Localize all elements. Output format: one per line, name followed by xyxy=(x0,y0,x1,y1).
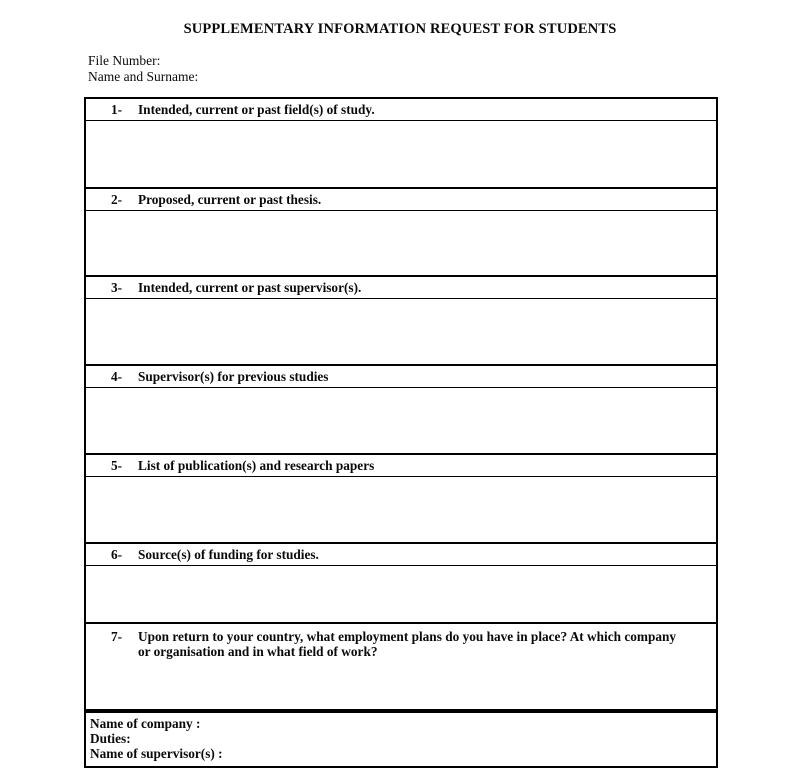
question-block-5 xyxy=(86,455,716,544)
question-number-4: 4- xyxy=(111,369,123,384)
question-text-5: List of publication(s) and research papers xyxy=(138,458,375,473)
question-number-6: 6- xyxy=(111,547,123,562)
question-block-4 xyxy=(86,366,716,455)
field-duties: Duties: xyxy=(90,731,131,747)
question-block-2 xyxy=(86,189,716,277)
page-title: SUPPLEMENTARY INFORMATION REQUEST FOR STUDENTS xyxy=(183,21,617,37)
field-name-of-supervisors: Name of supervisor(s) : xyxy=(90,746,223,762)
answer-area-2[interactable] xyxy=(86,211,716,275)
answer-area-3[interactable] xyxy=(86,299,716,364)
question-header-1 xyxy=(86,99,716,121)
question-block-3 xyxy=(86,277,716,366)
question-number-2: 2- xyxy=(111,192,123,207)
field-name-and-surname: Name and Surname: xyxy=(88,69,199,84)
question-block-6 xyxy=(86,544,716,624)
field-file-number: File Number: xyxy=(88,53,161,68)
question-text-4: Supervisor(s) for previous studies xyxy=(138,369,329,384)
question-number-7: 7- xyxy=(111,629,123,644)
question-text-2: Proposed, current or past thesis. xyxy=(138,192,322,207)
question-text-3: Intended, current or past supervisor(s). xyxy=(138,280,362,295)
question-text-1: Intended, current or past field(s) of study. xyxy=(138,102,375,117)
question-header-4 xyxy=(86,366,716,388)
question-header-7 xyxy=(86,624,716,662)
footer-fields xyxy=(86,711,716,766)
answer-area-5[interactable] xyxy=(86,477,716,542)
question-text-7: Upon return to your country, what employment plans do you have in place? At which company or organisation and in what field of work? xyxy=(138,629,677,659)
question-number-1: 1- xyxy=(111,102,123,117)
answer-area-6[interactable] xyxy=(86,566,716,622)
answer-area-1[interactable] xyxy=(86,121,716,187)
answer-area-7[interactable] xyxy=(86,662,716,709)
question-block-7 xyxy=(86,624,716,711)
question-number-3: 3- xyxy=(111,280,123,295)
question-header-2 xyxy=(86,189,716,211)
form-table xyxy=(84,97,718,768)
question-header-5 xyxy=(86,455,716,477)
answer-area-4[interactable] xyxy=(86,388,716,453)
question-number-5: 5- xyxy=(111,458,123,473)
header-fields xyxy=(88,53,198,85)
question-header-6 xyxy=(86,544,716,566)
question-header-3 xyxy=(86,277,716,299)
field-name-of-company: Name of company : xyxy=(90,716,201,731)
question-block-1 xyxy=(86,99,716,189)
question-text-6: Source(s) of funding for studies. xyxy=(138,547,319,562)
